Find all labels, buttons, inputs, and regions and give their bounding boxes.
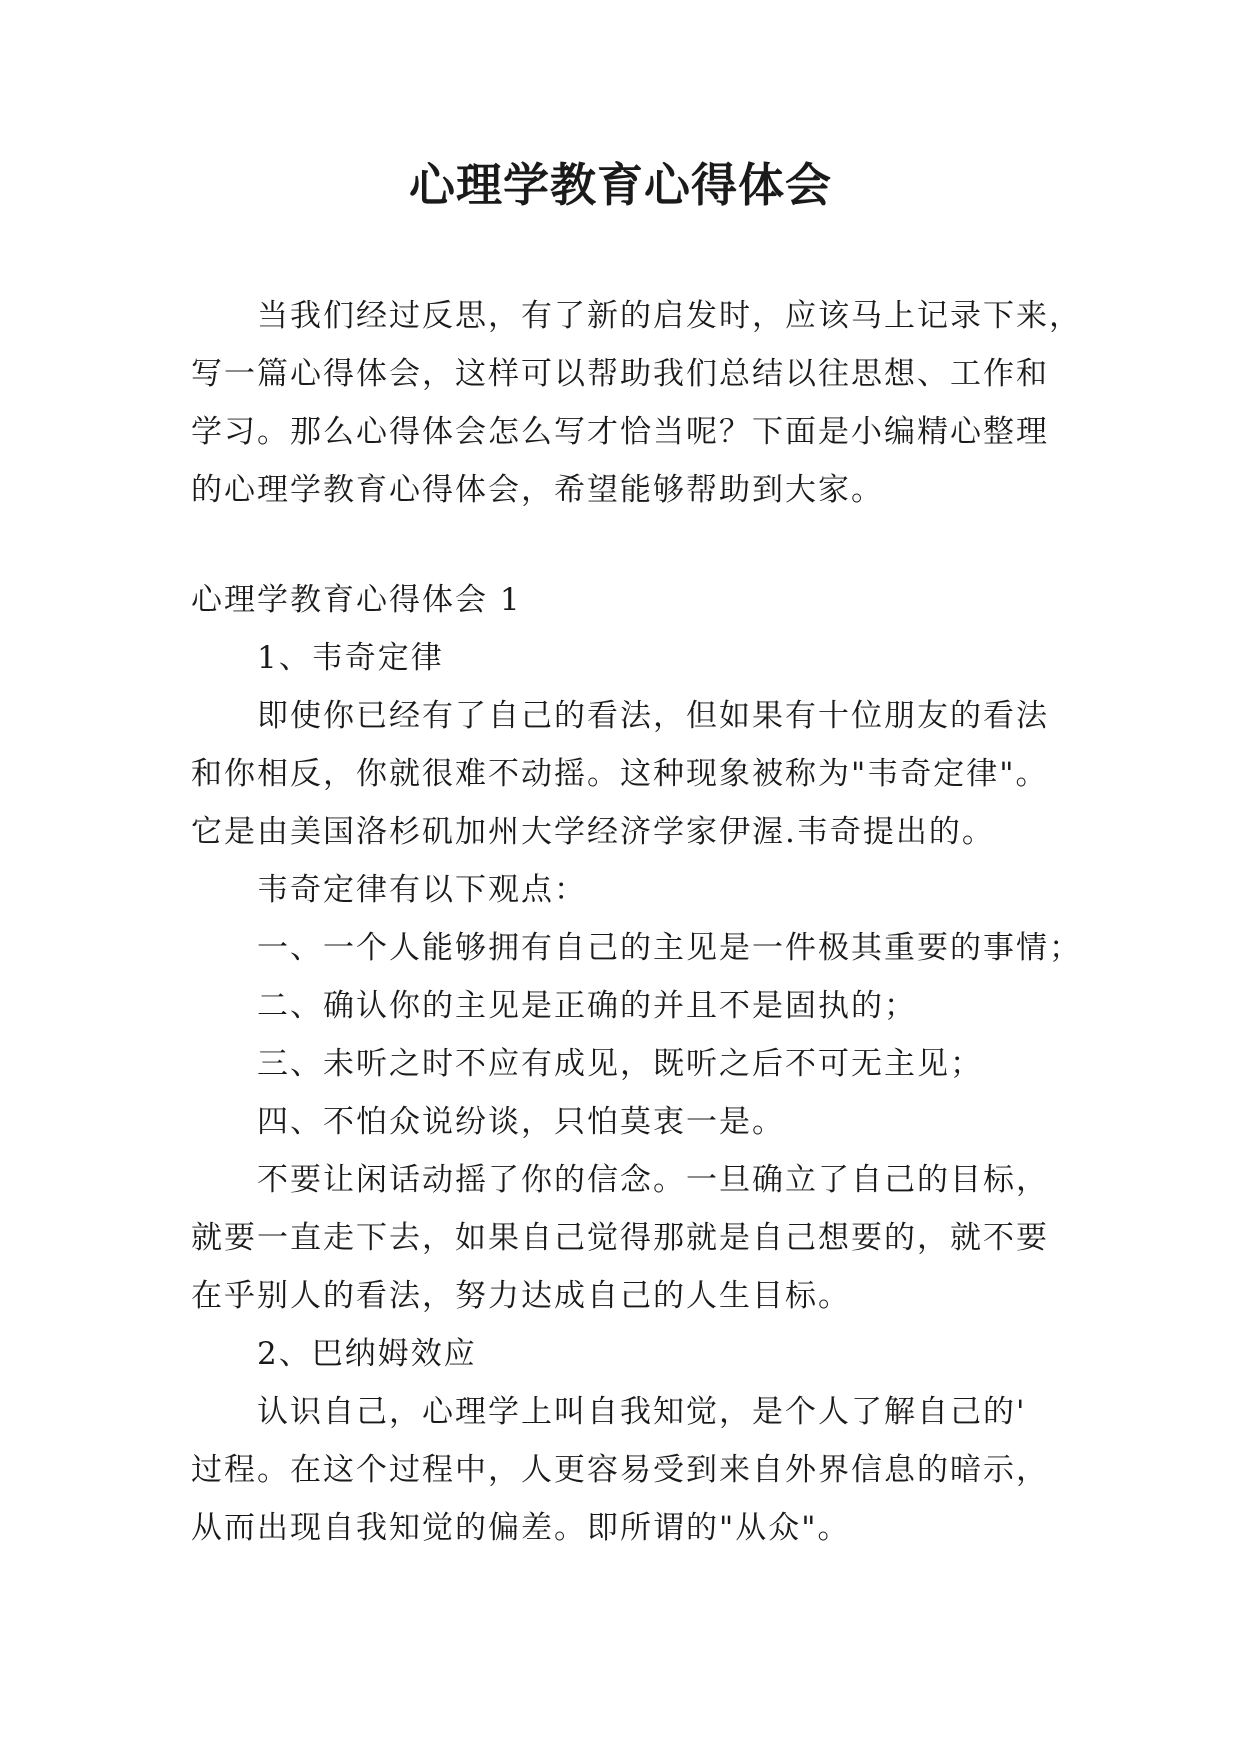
paragraph-line: 它是由美国洛杉矶加州大学经济学家伊渥.韦奇提出的。 <box>191 814 995 850</box>
subheading-weiqi-law: 1、韦奇定律 <box>257 640 444 676</box>
paragraph-line: 即使你已经有了自己的看法，但如果有十位朋友的看法 <box>257 698 1049 734</box>
list-item: 三、未听之时不应有成见，既听之后不可无主见； <box>257 1046 983 1082</box>
list-item: 四、不怕众说纷谈，只怕莫衷一是。 <box>257 1104 785 1140</box>
intro-line-3: 学习。那么心得体会怎么写才恰当呢？下面是小编精心整理 <box>191 414 1049 450</box>
paragraph-line: 认识自己，心理学上叫自我知觉，是个人了解自己的' <box>257 1394 1027 1430</box>
list-item: 二、确认你的主见是正确的并且不是固执的； <box>257 988 917 1024</box>
paragraph-line: 从而出现自我知觉的偏差。即所谓的"从众"。 <box>191 1510 851 1546</box>
paragraph-line: 不要让闲话动摇了你的信念。一旦确立了自己的目标， <box>257 1162 1049 1198</box>
document-body <box>191 287 1082 1557</box>
document-title: 心理学教育心得体会 <box>409 158 832 212</box>
list-item: 一、一个人能够拥有自己的主见是一件极其重要的事情； <box>257 930 1082 966</box>
intro-line-2: 写一篇心得体会，这样可以帮助我们总结以往思想、工作和 <box>191 356 1049 392</box>
paragraph-line: 过程。在这个过程中，人更容易受到来自外界信息的暗示， <box>191 1452 1049 1488</box>
paragraph-line: 韦奇定律有以下观点： <box>257 872 587 908</box>
intro-line-4: 的心理学教育心得体会，希望能够帮助到大家。 <box>191 472 884 508</box>
paragraph-line: 和你相反，你就很难不动摇。这种现象被称为"韦奇定律"。 <box>191 756 1049 792</box>
section-heading-1: 心理学教育心得体会 1 <box>191 582 522 618</box>
paragraph-line: 在乎别人的看法，努力达成自己的人生目标。 <box>191 1278 851 1314</box>
intro-line-1: 当我们经过反思，有了新的启发时，应该马上记录下来， <box>257 298 1082 334</box>
paragraph-line: 就要一直走下去，如果自己觉得那就是自己想要的，就不要 <box>191 1220 1049 1256</box>
subheading-barnum-effect: 2、巴纳姆效应 <box>257 1336 477 1372</box>
